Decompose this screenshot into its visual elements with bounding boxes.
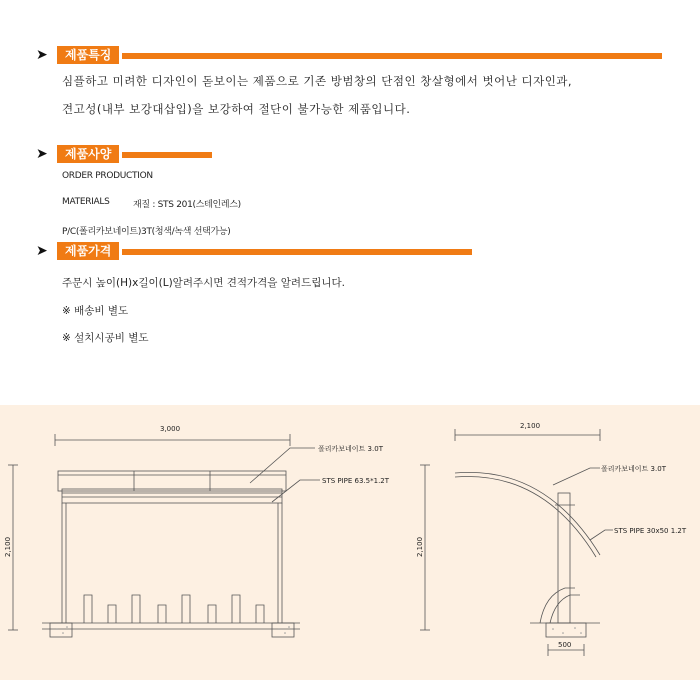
side-pc-label: 폴리카보네이트 3.0T bbox=[601, 465, 666, 473]
section-divider bbox=[122, 152, 212, 158]
bullet-arrow-icon: ➤ bbox=[36, 146, 48, 162]
front-left-footing bbox=[50, 623, 72, 637]
bullet-arrow-icon: ➤ bbox=[36, 243, 48, 259]
side-curved-roof bbox=[455, 472, 600, 555]
price-section-header bbox=[0, 242, 700, 262]
price-line-3: ※ 설치시공비 별도 bbox=[62, 332, 149, 344]
technical-drawing bbox=[0, 405, 700, 680]
side-pc-leader bbox=[553, 468, 600, 485]
features-line-1: 심플하고 미려한 디자인이 돋보이는 제품으로 기존 방범창의 단점인 창살형에서 벗어난 디자인과, bbox=[62, 74, 573, 88]
section-divider bbox=[122, 249, 472, 255]
spec-section-header bbox=[0, 145, 700, 165]
spec-materials-label: MATERIALS bbox=[62, 197, 110, 207]
spec-materials-value: 재질 : STS 201(스테인레스) bbox=[133, 200, 241, 210]
side-footing bbox=[546, 623, 586, 637]
front-pc-label: 폴리카보네이트 3.0T bbox=[318, 445, 383, 453]
spec-heading: 제품사양 bbox=[57, 145, 119, 163]
section-divider bbox=[122, 53, 662, 59]
bullet-arrow-icon: ➤ bbox=[36, 47, 48, 63]
features-line-2: 견고성(내부 보강대삽입)을 보강하여 절단이 불가능한 제품입니다. bbox=[62, 102, 411, 116]
spec-pc: P/C(폴리카보네이트)3T(청색/녹색 선택가능) bbox=[62, 227, 231, 237]
price-heading: 제품가격 bbox=[57, 242, 119, 260]
side-height-dim: 2,100 bbox=[416, 536, 424, 557]
drawing-svg bbox=[0, 405, 700, 680]
bike-rack bbox=[84, 595, 92, 623]
bike-rack bbox=[182, 595, 190, 623]
price-line-1: 주문시 높이(H)x길이(L)알려주시면 견적가격을 알려드립니다. bbox=[62, 277, 345, 289]
bike-rack bbox=[132, 595, 140, 623]
front-pipe-label: STS PIPE 63.5*1.2T bbox=[322, 477, 390, 485]
front-pc-leader bbox=[250, 448, 315, 483]
front-height-dim: 2,100 bbox=[4, 536, 12, 557]
features-section-header bbox=[0, 46, 700, 66]
spec-order: ORDER PRODUCTION bbox=[62, 171, 153, 181]
bike-rack bbox=[232, 595, 240, 623]
bike-rack bbox=[256, 605, 264, 623]
bike-rack bbox=[208, 605, 216, 623]
price-line-2: ※ 배송비 별도 bbox=[62, 305, 129, 317]
side-pipe-leader bbox=[590, 530, 613, 540]
bike-rack bbox=[158, 605, 166, 623]
features-heading: 제품특징 bbox=[57, 46, 119, 64]
side-pipe-label: STS PIPE 30x50 1.2T bbox=[614, 527, 687, 535]
side-width-dim: 2,100 bbox=[520, 422, 541, 430]
front-right-footing bbox=[272, 623, 294, 637]
side-base-dim: 500 bbox=[558, 641, 572, 649]
front-width-dim: 3,000 bbox=[160, 425, 181, 433]
bike-rack bbox=[108, 605, 116, 623]
